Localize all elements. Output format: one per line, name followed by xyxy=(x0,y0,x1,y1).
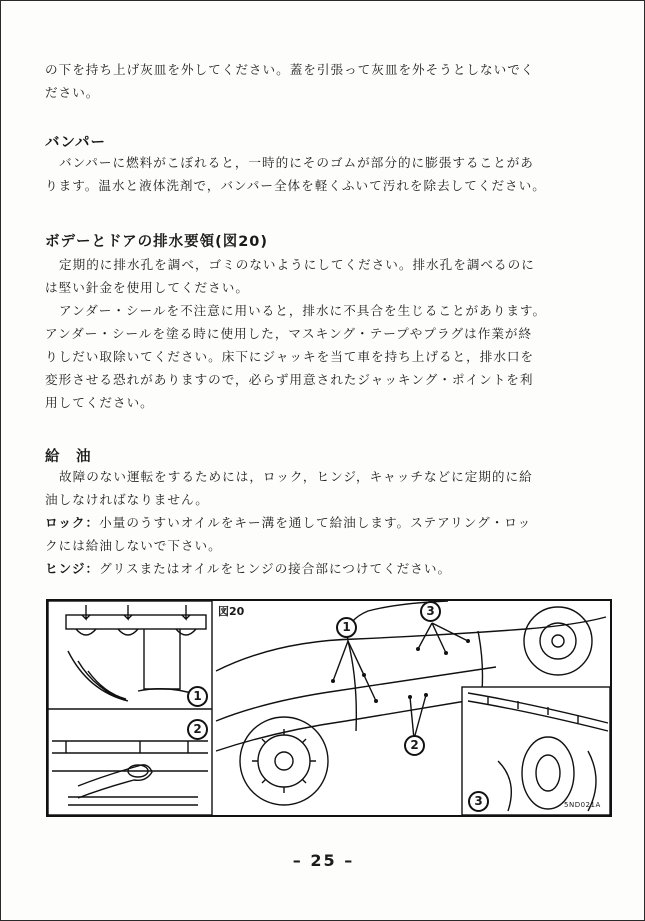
figure-code: 5ND021A xyxy=(564,801,601,809)
intro-line-1: の下を持ち上げ灰皿を外してください。蓋を引張って灰皿を外そうとしないでく xyxy=(45,62,535,77)
page-number: – 25 – xyxy=(292,851,355,870)
drain-line-3: アンダー・シールを不注意に用いると，排水に不具合を生じることがあります。 xyxy=(59,303,547,318)
callout-1-left: 1 xyxy=(187,686,208,707)
figure-label: 図20 xyxy=(218,605,245,618)
intro-line-2: ださい。 xyxy=(45,85,100,100)
drain-line-6: 変形させる恐れがありますので，必らず用意されたジャッキング・ポイントを利 xyxy=(45,372,534,387)
drain-line-5: りしだい取除いてください。床下にジャッキを当て車を持ち上げると，排水口を xyxy=(45,349,535,364)
lubrication-paragraph xyxy=(45,465,613,580)
car-drain-illustration xyxy=(48,601,610,815)
lock-line-1 xyxy=(45,511,613,534)
hinge-line xyxy=(45,557,613,580)
callout-1-main: 1 xyxy=(336,617,357,638)
bumper-paragraph xyxy=(45,151,613,197)
drain-line-2: は堅い針金を使用してください。 xyxy=(45,280,249,295)
drain-line-4: アンダー・シールを塗る時に使用した，マスキング・テープやプラグは作業が終 xyxy=(45,326,533,341)
drain-paragraph xyxy=(45,253,613,414)
lubrication-heading: 給 油 xyxy=(45,449,92,465)
callout-3-inset: 3 xyxy=(468,791,489,812)
drain-line-7: 用してください。 xyxy=(45,395,154,410)
drain-line-1: 定期的に排水孔を調べ，ゴミのないようにしてください。排水孔を調べるのに xyxy=(59,257,535,272)
lock-text-1: 小量のうすいオイルをキー溝を通して給油します。ステアリング・ロッ xyxy=(99,515,532,530)
callout-2-main: 2 xyxy=(404,735,425,756)
figure-20 xyxy=(46,599,612,817)
callout-2-left: 2 xyxy=(187,719,208,740)
callout-3-main: 3 xyxy=(420,601,441,622)
lock-line-2: クには給油しないで下さい。 xyxy=(45,538,222,553)
bumper-line-2: ります。温水と液体洗剤で，バンパー全体を軽くふいて汚れを除去してください。 xyxy=(45,178,546,193)
bumper-line-1: バンパーに燃料がこぼれると，一時的にそのゴムが部分的に膨張することがあ xyxy=(59,155,534,170)
lubrication-line-1: 故障のない運転をするためには，ロック，ヒンジ，キャッチなどに定期的に給 xyxy=(59,469,533,484)
bumper-heading: バンパー xyxy=(45,135,106,151)
intro-paragraph xyxy=(45,58,613,104)
lubrication-line-2: 油しなければなりません。 xyxy=(45,492,209,507)
hinge-text: グリスまたはオイルをヒンジの接合部につけてください。 xyxy=(99,561,452,576)
drain-heading: ボデーとドアの排水要領(図20) xyxy=(45,234,268,250)
lock-label: ロック： xyxy=(45,515,100,530)
hinge-label: ヒンジ： xyxy=(45,561,100,576)
